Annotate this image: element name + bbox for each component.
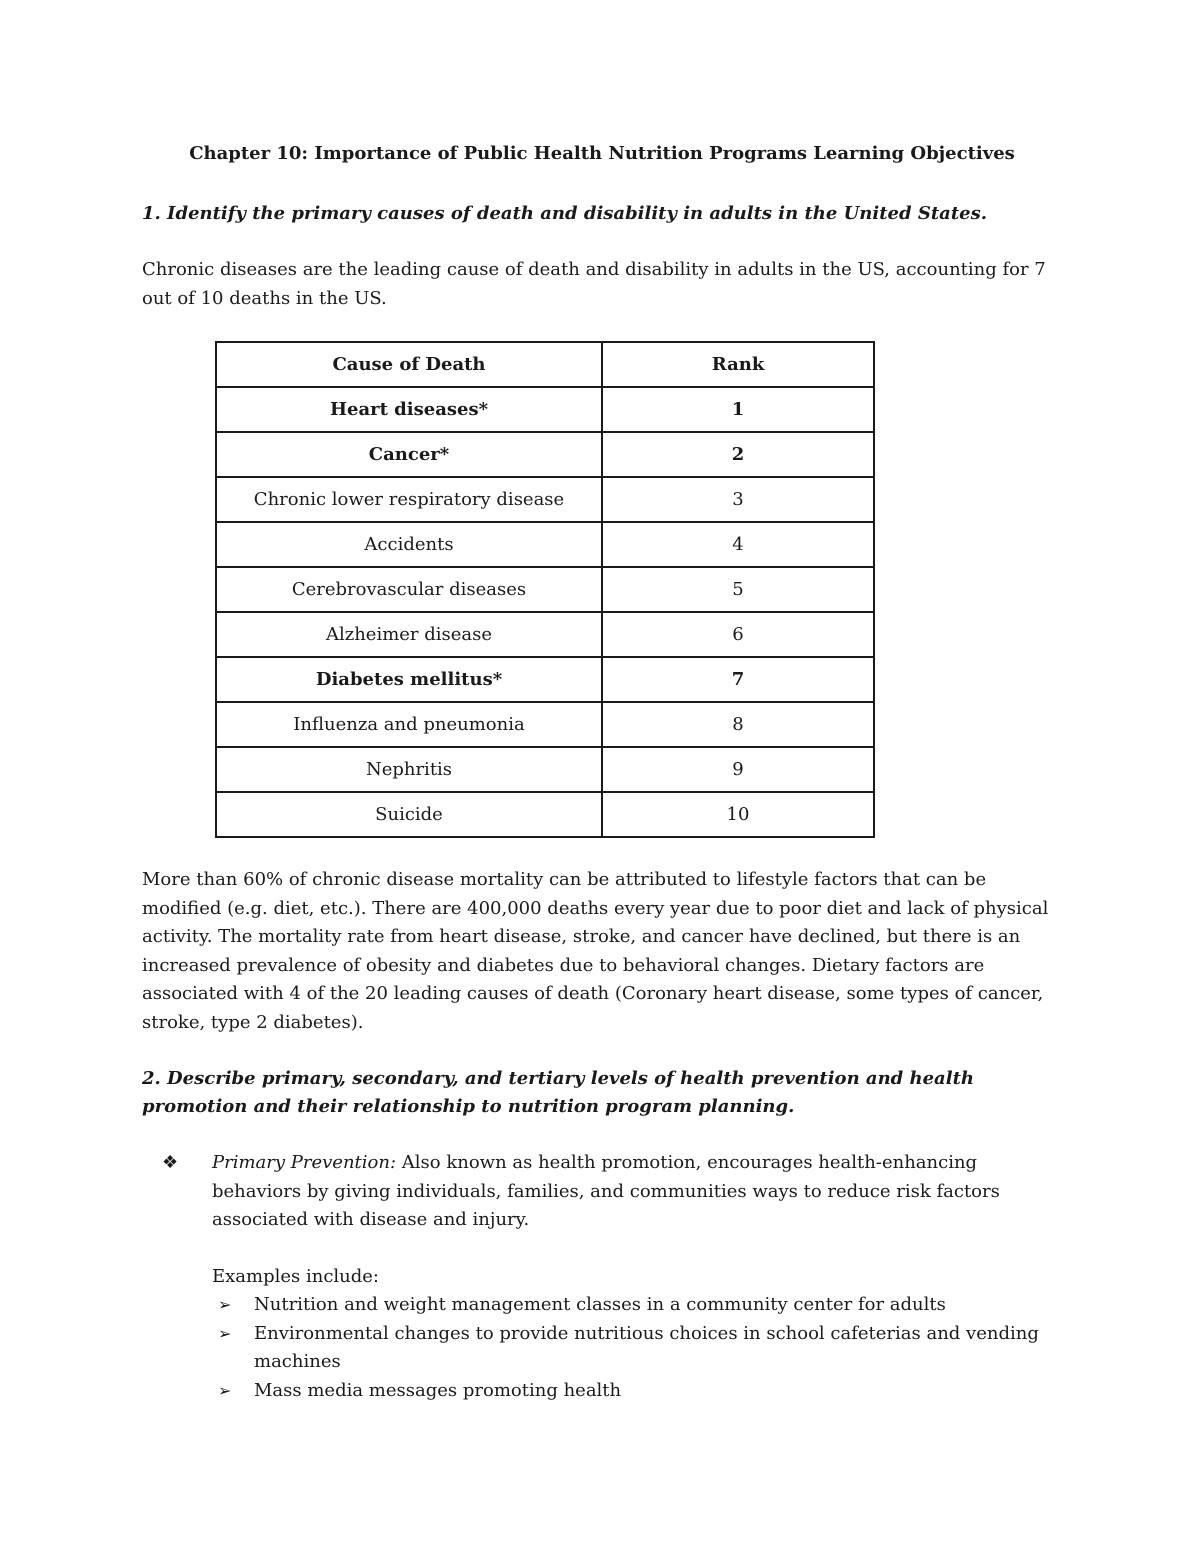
causes-of-death-table	[215, 341, 875, 838]
table-row	[216, 657, 874, 702]
rank-cell: 10	[602, 792, 874, 837]
examples-intro: Examples include:	[212, 1265, 380, 1287]
objective-2-heading: 2. Describe primary, secondary, and tertiary levels of health prevention and health promotion and their relationship to nutrition program planning.	[142, 1068, 974, 1117]
table-row	[216, 432, 874, 477]
rank-cell: 9	[602, 747, 874, 792]
rank-cell: 5	[602, 567, 874, 612]
arrow-bullet-icon: ➢	[218, 1323, 232, 1343]
table-row	[216, 792, 874, 837]
cause-cell: Influenza and pneumonia	[216, 702, 602, 747]
example-text: Environmental changes to provide nutritious choices in school cafeterias and vending machines	[254, 1322, 1039, 1372]
rank-cell: 3	[602, 477, 874, 522]
rank-cell: 7	[602, 657, 874, 702]
cause-cell: Alzheimer disease	[216, 612, 602, 657]
cause-cell: Suicide	[216, 792, 602, 837]
primary-prevention-text	[184, 1149, 1062, 1235]
rank-cell: 1	[602, 387, 874, 432]
chapter-title: Chapter 10: Importance of Public Health Nutrition Programs Learning Objectives	[189, 143, 1015, 164]
cause-cell: Cerebrovascular diseases	[216, 567, 602, 612]
examples-list	[184, 1291, 1062, 1405]
cause-cell: Diabetes mellitus*	[216, 657, 602, 702]
cause-cell: Heart diseases*	[216, 387, 602, 432]
cause-cell: Nephritis	[216, 747, 602, 792]
intro-paragraph: Chronic diseases are the leading cause of death and disability in adults in the US, accounting for 7 out of 10 deaths in the US.	[142, 259, 1046, 309]
primary-prevention-description: Also known as health promotion, encourages health-enhancing behaviors by giving individuals, families, and communities ways to reduce risk factors associated with disease and injury.	[212, 1152, 1000, 1230]
rank-cell: 4	[602, 522, 874, 567]
column-header-rank: Rank	[602, 342, 874, 387]
list-item	[218, 1291, 1062, 1320]
table-body	[216, 387, 874, 837]
document-page	[142, 138, 1062, 1433]
table-row	[216, 387, 874, 432]
objective-1-heading: 1. Identify the primary causes of death and disability in adults in the United States.	[142, 203, 987, 224]
mortality-paragraph: More than 60% of chronic disease mortality can be attributed to lifestyle factors that can be modified (e.g. diet, etc.). There are 400,000 deaths every year due to poor diet and lack of physical activity. The mortality rate from heart disease, stroke, and cancer have declined, but there is an increased prevalence of obesity and diabetes due to behavioral changes. Dietary factors are associated with 4 of the 20 leading causes of death (Coronary heart disease, some types of cancer, stroke, type 2 diabetes).	[142, 869, 1049, 1033]
example-text: Nutrition and weight management classes in a community center for adults	[254, 1294, 946, 1315]
table-row	[216, 477, 874, 522]
arrow-bullet-icon: ➢	[218, 1295, 232, 1314]
primary-prevention-block	[162, 1149, 1062, 1405]
list-item	[218, 1377, 1062, 1406]
table-row	[216, 567, 874, 612]
arrow-bullet-icon: ➢	[218, 1380, 232, 1400]
table-row	[216, 702, 874, 747]
table-row	[216, 747, 874, 792]
cause-cell: Chronic lower respiratory disease	[216, 477, 602, 522]
cause-cell: Accidents	[216, 522, 602, 567]
rank-cell: 2	[602, 432, 874, 477]
table-row	[216, 612, 874, 657]
example-text: Mass media messages promoting health	[254, 1379, 622, 1401]
table-header-row	[216, 342, 874, 387]
column-header-cause: Cause of Death	[216, 342, 602, 387]
list-item	[218, 1320, 1062, 1377]
rank-cell: 6	[602, 612, 874, 657]
rank-cell: 8	[602, 702, 874, 747]
table-row	[216, 522, 874, 567]
diamond-bullet-icon: ❖	[162, 1152, 179, 1173]
primary-prevention-label: Primary Prevention:	[212, 1152, 397, 1173]
cause-cell: Cancer*	[216, 432, 602, 477]
